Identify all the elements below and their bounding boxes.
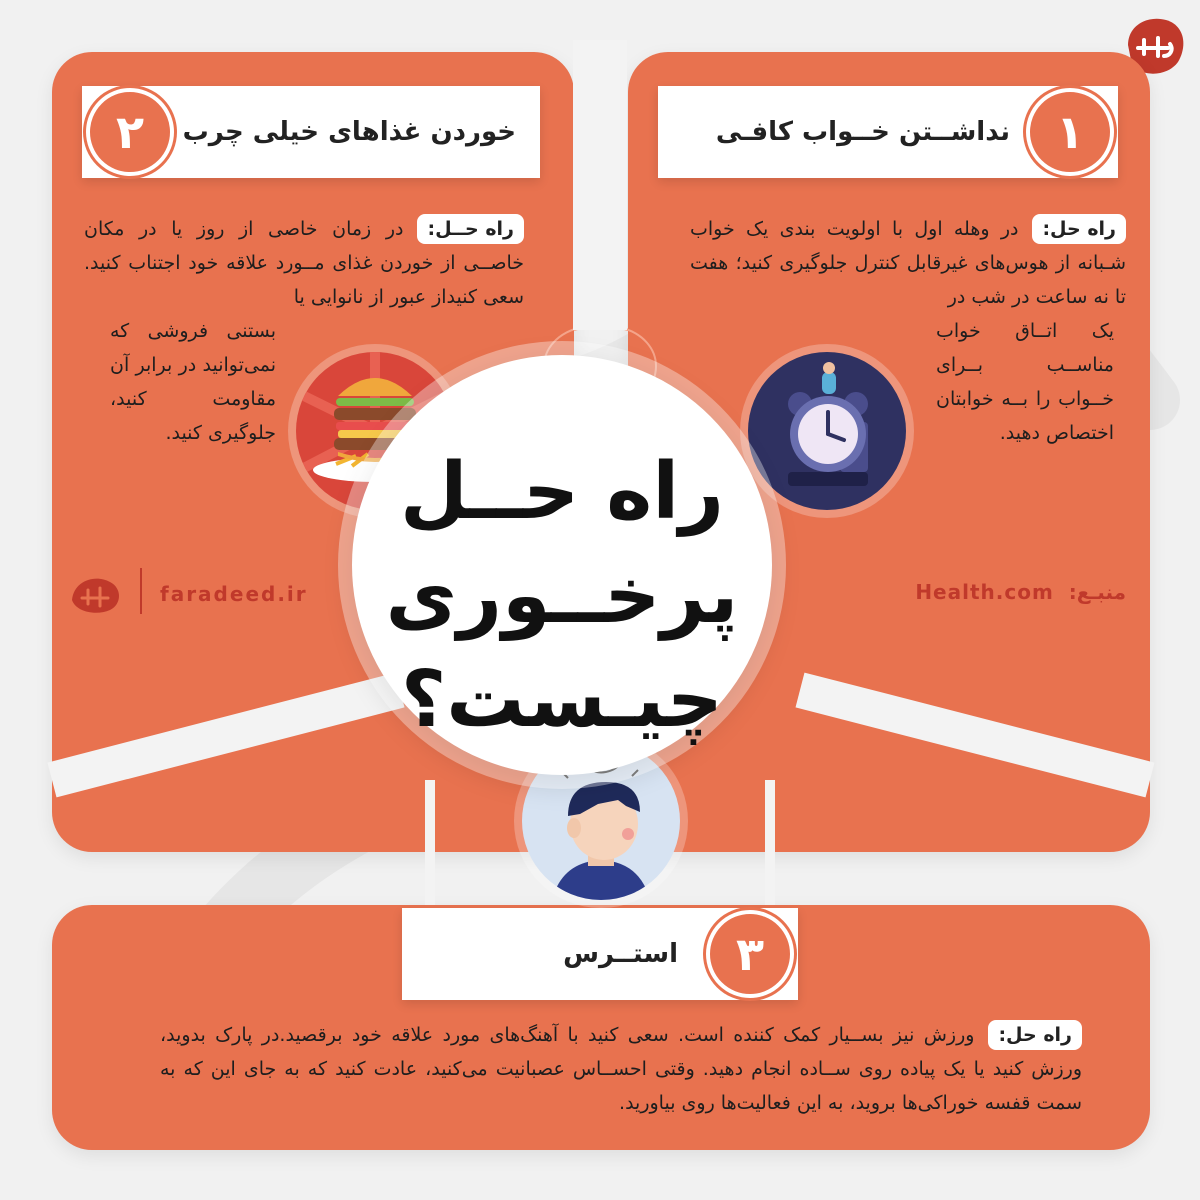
source [890, 580, 1126, 604]
card-2-text-top: در زمان خاصی از روز یا در مکان خاصــی از خوردن غذای مــورد علاقه خود اجتناب کنید. سعی کنیداز عبور از نانوایی یا [84, 218, 524, 308]
card-2-title-bar [82, 86, 540, 178]
source-label: منبـع: [1068, 580, 1126, 604]
faradeed-logo-icon [66, 570, 126, 614]
source-value: Health.com [915, 580, 1054, 604]
card-2-title: خوردن غذاهای خیلی چرب [182, 117, 516, 147]
card-3-title-bar [402, 908, 798, 1000]
card-2-number: ۲ [86, 88, 174, 176]
card-1-title-bar [658, 86, 1118, 178]
card-2-solution-label: راه حــل: [417, 214, 524, 244]
card-3-text: ورزش نیز بســیار کمک کننده است. سعی کنید با آهنگ‌های مورد علاقه خود برقصید.در پارک بدوید، ورزش کنید یا یک پیاده روی ســاده انجام دهید. وقتی احســاس عصبانیت می‌کنید، عادت کنید که به جای این که به سمت قفسه خوراکی‌ها بروید، به این فعالیت‌ها روی بیاورید. [160, 1024, 1082, 1114]
card-3-number: ۳ [706, 910, 794, 998]
main-title [352, 440, 772, 752]
card-3-body [160, 1018, 1082, 1120]
site-url[interactable]: faradeed.ir [160, 582, 308, 606]
main-title-line-2: پرخــوری [385, 551, 739, 641]
card-1-number: ۱ [1026, 88, 1114, 176]
card-3-title: استــرس [563, 939, 678, 969]
divider [140, 568, 142, 614]
card-2-body [84, 212, 524, 314]
card-1-title: نداشــتن خــواب کافـی [715, 117, 1010, 147]
card-1-body [690, 212, 1126, 314]
main-title-line-1: راه حــل [400, 447, 724, 537]
main-title-line-3: چیـست؟ [401, 655, 723, 745]
card-1-solution-label: راه حل: [1032, 214, 1126, 244]
card-1-body-side: یک اتــاق خواب مناســب بــرای خــواب را بــه خوابتان اختصاص دهید. [936, 320, 1114, 444]
card-1-text-top: در وهله اول با اولویت بندی یک خواب شـبانه از هوس‌های غیرقابل کنترل جلوگیری کنید؛ هفت تا نه ساعت در شب در [690, 218, 1126, 308]
card-3-solution-label: راه حل: [988, 1020, 1082, 1050]
card-2-body-side: بستنی فروشی که نمی‌توانید در برابر آن مقاومت کنید، جلوگیری کنید. [110, 320, 276, 444]
